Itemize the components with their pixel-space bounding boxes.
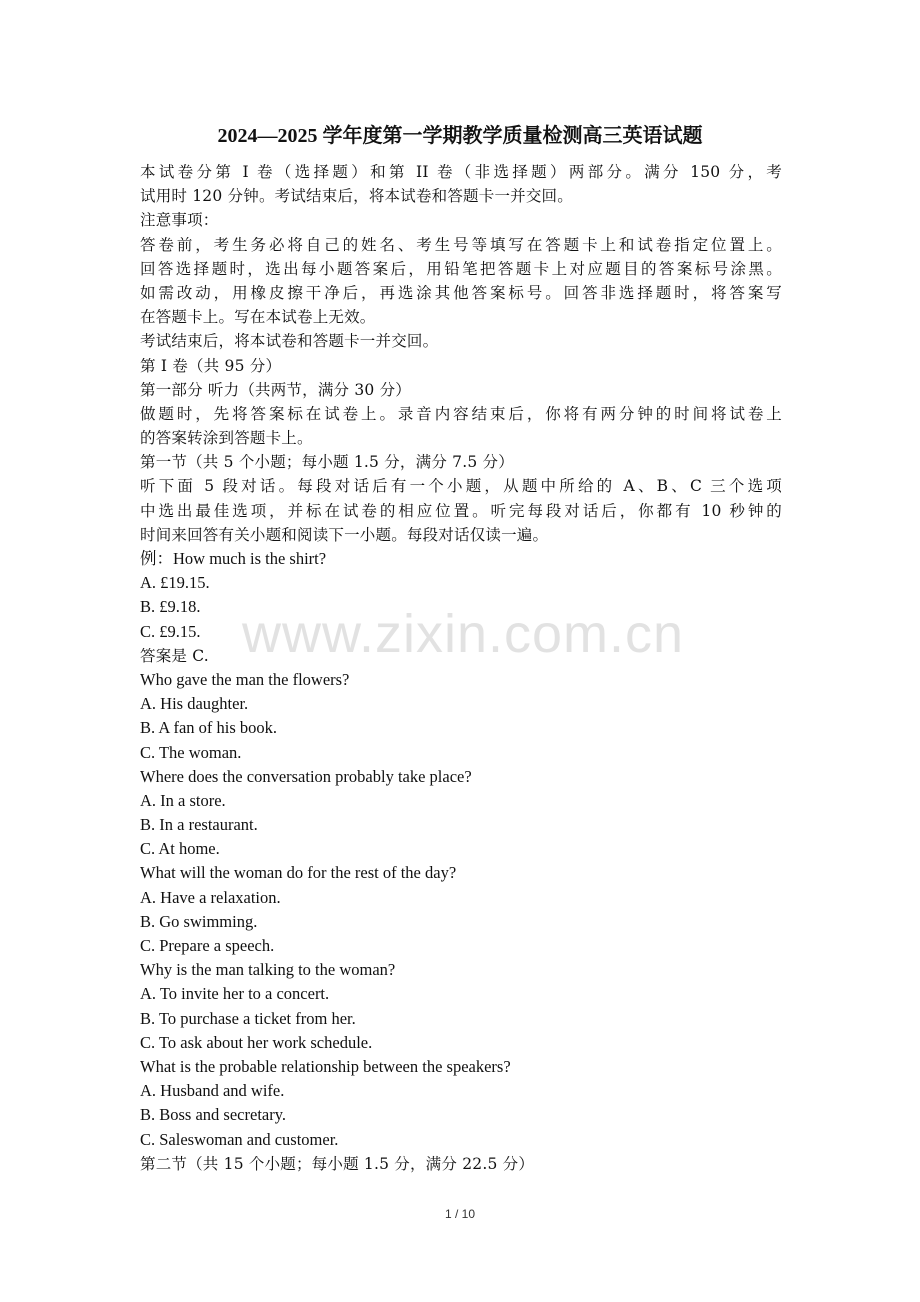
body-line: C. Prepare a speech. — [140, 936, 275, 955]
body-line: 注意事项： — [140, 211, 219, 230]
body-line: 试用时 120 分钟。考试结束后，将本试卷和答题卡一并交回。 — [140, 187, 573, 206]
body-line: 做题时，先将答案标在试卷上。录音内容结束后，你将有两分钟的时间将试卷上 — [140, 404, 782, 423]
body-line: 回答选择题时，选出每小题答案后，用铅笔把答题卡上对应题目的答案标号涂黑。 — [140, 259, 782, 278]
body-line: B. £9.18. — [140, 597, 201, 617]
body-line: B. To purchase a ticket from her. — [140, 1008, 356, 1028]
body-line: 第二节（共 15 个小题；每小题 1.5 分，满分 22.5 分） — [140, 1154, 535, 1173]
body-line: Who gave the man the flowers? — [140, 669, 350, 689]
body-line: Why is the man talking to the woman? — [140, 960, 396, 980]
body-line: A. His daughter. — [140, 694, 249, 714]
body-line: 答案是 C. — [140, 646, 209, 665]
body-line: 时间来回答有关小题和阅读下一小题。每段对话仅读一遍。 — [140, 525, 549, 544]
body-line: B. A fan of his book. — [140, 718, 278, 738]
body-line: A. Have a relaxation. — [140, 887, 281, 907]
body-line: A. Husband and wife. — [140, 1081, 285, 1101]
body-line: B. Go swimming. — [140, 911, 258, 931]
body-line: 的答案转涂到答题卡上。 — [140, 429, 313, 448]
body-line: C. To ask about her work schedule. — [140, 1032, 373, 1052]
body-line: C. At home. — [140, 839, 220, 859]
body-line: 第一部分 听力（共两节，满分 30 分） — [140, 380, 412, 399]
body-line: 听下面 5 段对话。每段对话后有一个小题，从题中所给的 A、B、C 三个选项 — [140, 477, 782, 496]
document-title: 2024—2025 学年度第一学期教学质量检测高三英语试题 — [217, 125, 703, 147]
body-line: C. Saleswoman and customer. — [140, 1129, 339, 1149]
body-line: A. To invite her to a concert. — [140, 984, 330, 1004]
body-line: 第一节（共 5 个小题；每小题 1.5 分，满分 7.5 分） — [140, 453, 514, 472]
body-line: 本试卷分第 I 卷（选择题）和第 II 卷（非选择题）两部分。满分 150 分，考 — [140, 163, 782, 181]
body-line: 答卷前，考生务必将自己的姓名、考生号等填写在答题卡上和试卷指定位置上。 — [140, 235, 782, 254]
body-line: C. The woman. — [140, 742, 242, 762]
body-line: 第 I 卷（共 95 分） — [140, 356, 282, 375]
watermark: www.zixin.com.cn — [241, 604, 685, 664]
body-line: What will the woman do for the rest of the day? — [140, 863, 457, 883]
body-line: 例：How much is the shirt? — [140, 549, 327, 568]
body-line: B. Boss and secretary. — [140, 1105, 287, 1125]
body-line: A. In a store. — [140, 790, 226, 810]
body-line: 如需改动，用橡皮擦干净后，再选涂其他答案标号。回答非选择题时，将答案写 — [140, 283, 782, 302]
body-line: C. £9.15. — [140, 621, 201, 641]
body-line: Where does the conversation probably take place? — [140, 766, 472, 786]
body-line: B. In a restaurant. — [140, 815, 258, 835]
page-number: 1 / 10 — [444, 1207, 476, 1221]
body-line: What is the probable relationship between the speakers? — [140, 1056, 511, 1076]
body-line: 考试结束后，将本试卷和答题卡一并交回。 — [140, 332, 439, 351]
body-line: A. £19.15. — [140, 573, 210, 593]
body-line: 在答题卡上。写在本试卷上无效。 — [140, 308, 376, 327]
body-line: 中选出最佳选项，并标在试卷的相应位置。听完每段对话后，你都有 10 秒钟的 — [140, 501, 782, 520]
document-body — [140, 160, 782, 1176]
